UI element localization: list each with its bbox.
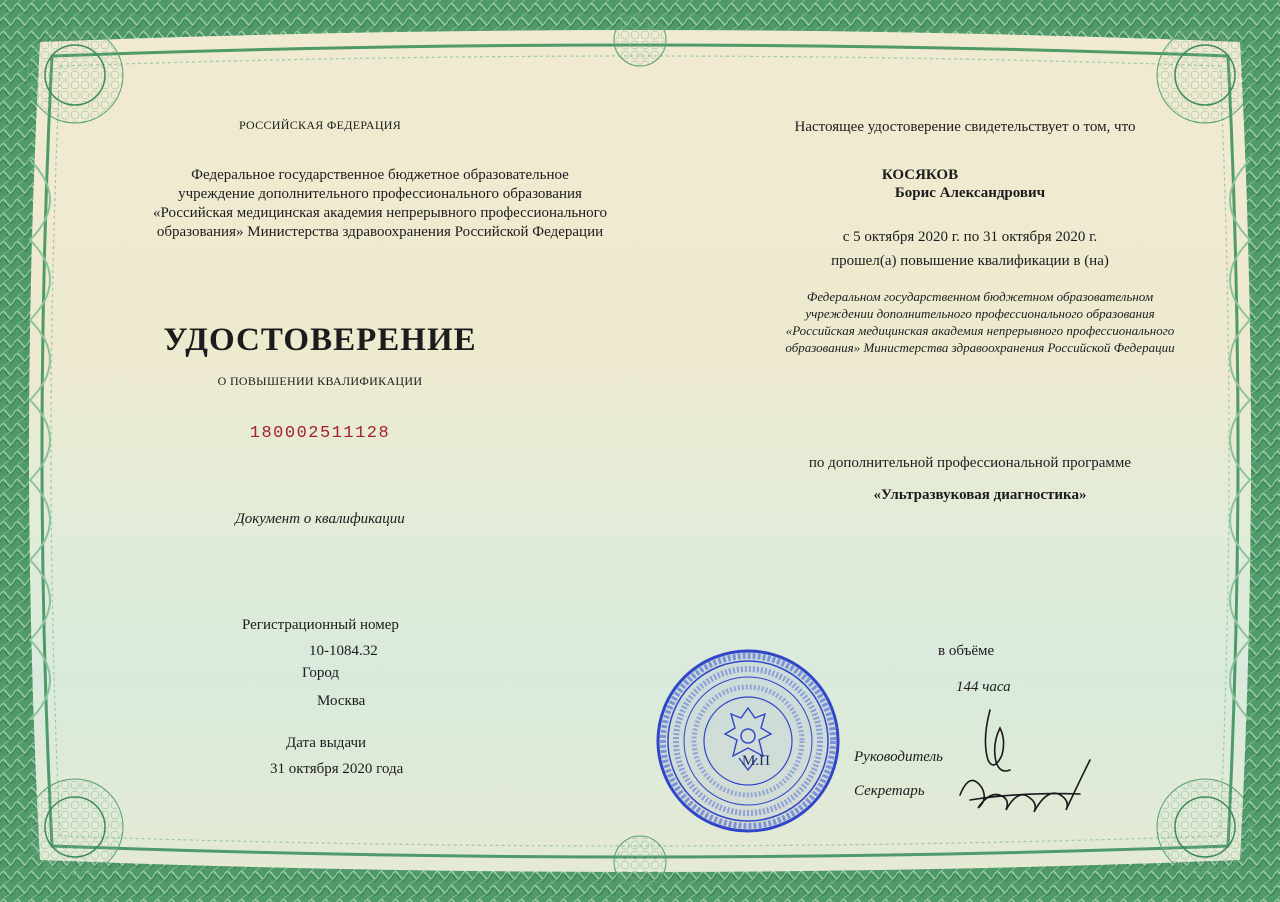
- training-org-block: [740, 288, 1220, 356]
- document-number: 180002511128: [249, 424, 391, 443]
- issuer-line: образования» Министерства здравоохранения Российской Федерации: [156, 224, 604, 240]
- head-signature-label: Руководитель: [854, 749, 943, 765]
- reg-number-label: Регистрационный номер: [242, 617, 399, 633]
- holder-given-names: Борис Александрович: [894, 185, 1046, 201]
- issuer-line: учреждение дополнительного профессионального образования: [178, 186, 582, 202]
- country-heading: РОССИЙСКАЯ ФЕДЕРАЦИЯ: [238, 118, 402, 132]
- program-label: по дополнительной профессиональной программе: [808, 455, 1132, 471]
- training-org-line: образования» Министерства здравоохранения Российской Федерации: [785, 340, 1175, 355]
- issuer-line: «Российская медицинская академия непрерывного профессионального: [153, 205, 607, 221]
- reg-number-value: 10-1084.32: [309, 643, 378, 659]
- document-title: УДОСТОВЕРЕНИЕ: [163, 322, 477, 358]
- handwritten-signatures: [930, 700, 1130, 830]
- document-type: Документ о квалификации: [235, 511, 405, 527]
- issuer-block: [120, 166, 640, 242]
- secretary-signature-label: Секретарь: [854, 783, 925, 799]
- official-round-seal: [655, 648, 841, 834]
- training-org-line: «Российская медицинская академия непрерывного профессионального: [785, 323, 1175, 338]
- training-org-line: Федеральном государственном бюджетном образовательном: [806, 289, 1154, 304]
- issue-date-value: 31 октября 2020 года: [270, 761, 404, 777]
- volume-value: 144 часа: [956, 679, 1011, 695]
- document-subtitle: О ПОВЫШЕНИИ КВАЛИФИКАЦИИ: [217, 374, 423, 388]
- training-period: с 5 октября 2020 г. по 31 октября 2020 г.: [842, 229, 1098, 245]
- intro-text: Настоящее удостоверение свидетельствует о том, что: [794, 119, 1136, 135]
- issuer-line: Федеральное государственное бюджетное образовательное: [191, 167, 569, 183]
- volume-label: в объёме: [938, 643, 995, 659]
- issue-date-label: Дата выдачи: [286, 735, 367, 751]
- holder-surname: КОСЯКОВ: [881, 167, 959, 183]
- city-label: Город: [302, 665, 340, 681]
- program-name: «Ультразвуковая диагностика»: [873, 487, 1087, 503]
- city-value: Москва: [317, 693, 366, 709]
- stamp-mark-text: М.П: [742, 753, 770, 769]
- completion-text: прошел(а) повышение квалификации в (на): [831, 253, 1109, 269]
- training-org-line: учреждении дополнительного профессионального образования: [805, 306, 1155, 321]
